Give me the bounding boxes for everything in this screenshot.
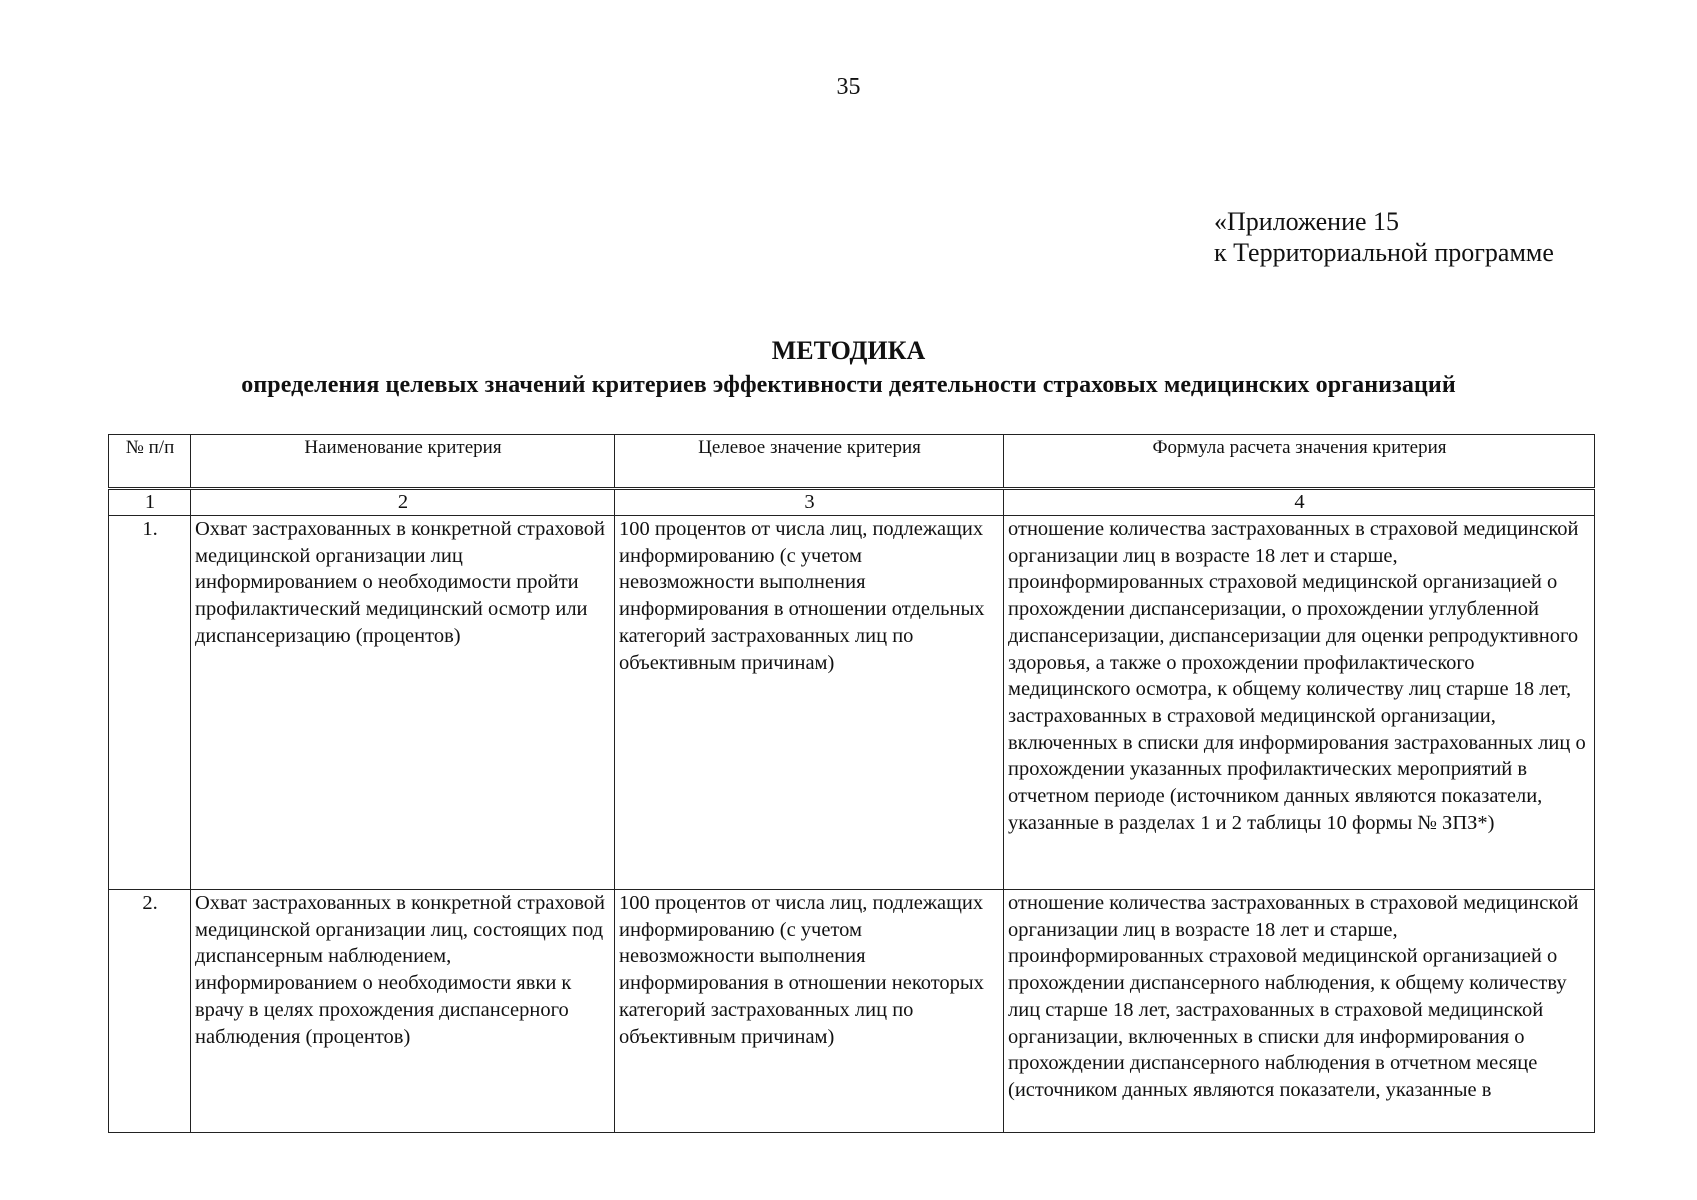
column-number: 2 [191, 489, 615, 516]
appendix-line-2: к Территориальной программе [1214, 238, 1554, 267]
table-row [109, 516, 1595, 890]
header-formula: Формула расчета значения критерия [1004, 435, 1595, 489]
page-number: 35 [836, 74, 861, 100]
criterion-target: 100 процентов от числа лиц, подлежащих информированию (с учетом невозможности выполнения информирования в отношении отдельных категорий застрахованных лиц по объективным причинам) [615, 516, 1004, 890]
criterion-formula: отношение количества застрахованных в страховой медицинской организации лиц в возрасте 18 лет и старше, проинформированных страховой медицинской организацией о прохождении диспансерного наблюдения, к общему количеству лиц старше 18 лет, застрахованных в страховой медицинской организации, включенных в списки для информирования о прохождении диспансерного наблюдения в отчетном месяце (источником данных являются показатели, указанные в [1004, 890, 1595, 1133]
appendix-line-1: «Приложение 15 [1214, 207, 1400, 236]
column-number: 1 [109, 489, 191, 516]
column-number-row [109, 489, 1595, 516]
header-num: № п/п [109, 435, 191, 489]
table-row [109, 890, 1595, 1133]
row-num: 1. [109, 516, 191, 890]
appendix-header [1214, 206, 1554, 268]
column-number: 3 [615, 489, 1004, 516]
row-num: 2. [109, 890, 191, 1133]
criterion-name: Охват застрахованных в конкретной страховой медицинской организации лиц, состоящих под диспансерным наблюдением, информированием о необходимости явки к врачу в целях прохождения диспансерного наблюдения (процентов) [191, 890, 615, 1133]
criterion-formula: отношение количества застрахованных в страховой медицинской организации лиц в возрасте 18 лет и старше, проинформированных страховой медицинской организацией о прохождении диспансеризации, о прохождении углубленной диспансеризации, диспансеризации для оценки репродуктивного здоровья, а также о прохождении профилактического медицинского осмотра, к общему количеству лиц старше 18 лет, застрахованных в страховой медицинской организации, включенных в списки для информирования застрахованных лиц о прохождении указанных профилактических мероприятий в отчетном периоде (источником данных являются показатели, указанные в разделах 1 и 2 таблицы 10 формы № ЗПЗ*) [1004, 516, 1595, 890]
header-target: Целевое значение критерия [615, 435, 1004, 489]
table-header-row [109, 435, 1595, 489]
criteria-table [108, 434, 1595, 1133]
header-name: Наименование критерия [191, 435, 615, 489]
document-subtitle: определения целевых значений критериев эффективности деятельности страховых медицинских организаций [241, 372, 1456, 398]
document-title: МЕТОДИКА [771, 336, 926, 365]
column-number: 4 [1004, 489, 1595, 516]
criterion-name: Охват застрахованных в конкретной страховой медицинской организации лиц информированием о необходимости пройти профилактический медицинский осмотр или диспансеризацию (процентов) [191, 516, 615, 890]
criterion-target: 100 процентов от числа лиц, подлежащих информированию (с учетом невозможности выполнения информирования в отношении некоторых категорий застрахованных лиц по объективным причинам) [615, 890, 1004, 1133]
